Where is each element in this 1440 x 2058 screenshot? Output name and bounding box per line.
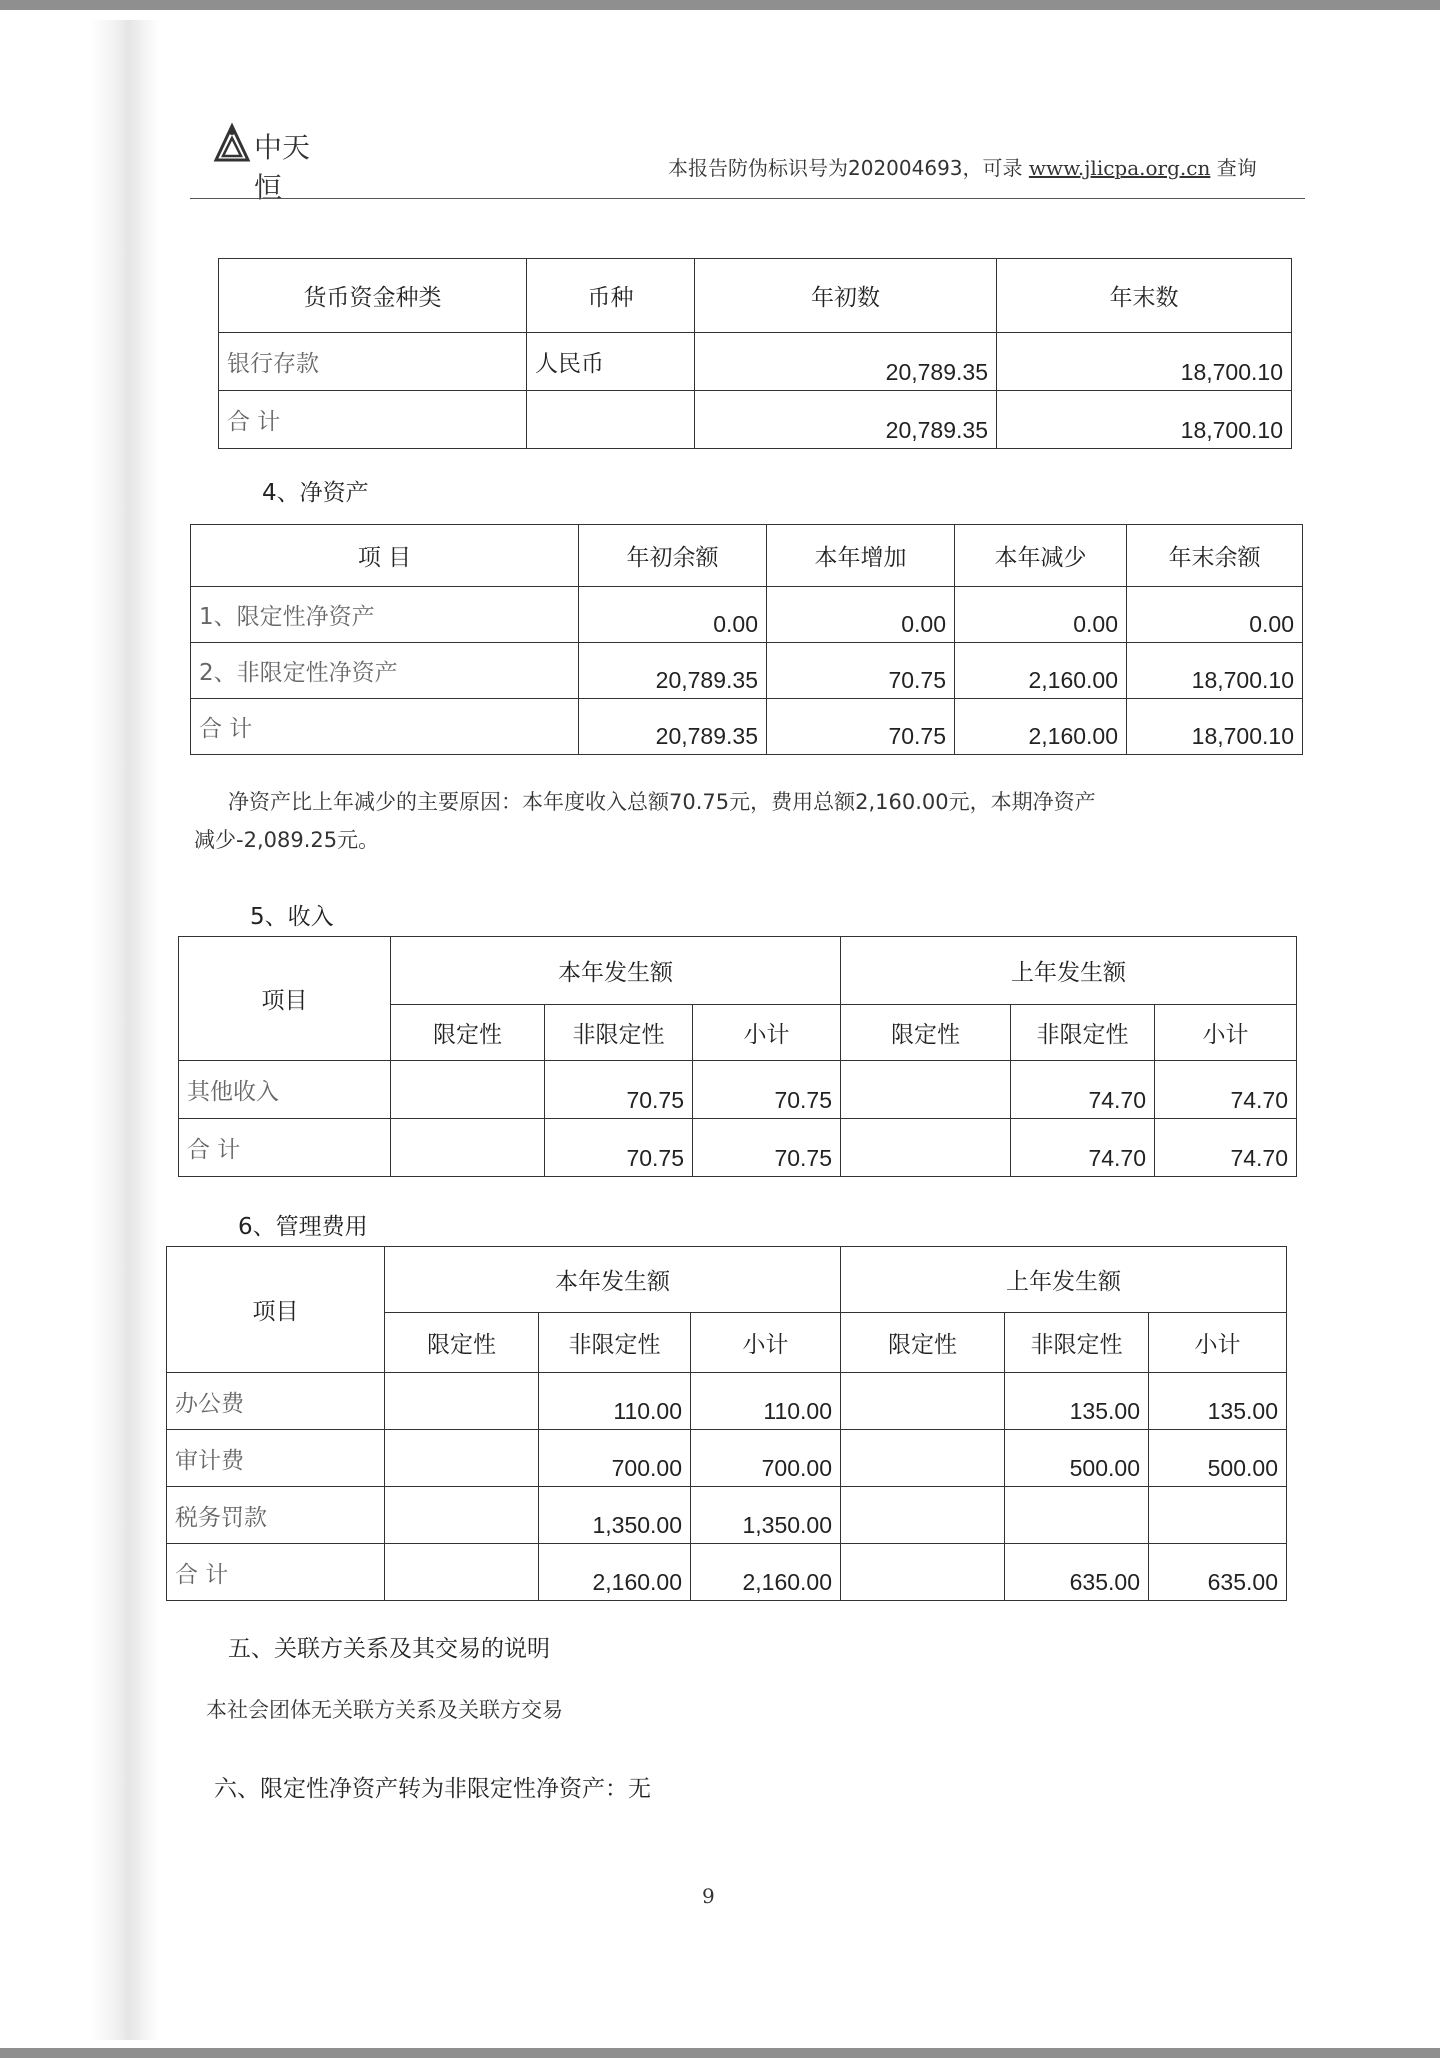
- value-cell: [841, 1119, 1011, 1177]
- value-cell: 135.00: [1149, 1373, 1287, 1430]
- value-cell: 20,789.35: [695, 333, 997, 391]
- header-note-prefix: 本报告防伪标识号为202004693，可录: [668, 156, 1023, 180]
- table-row: [191, 699, 1303, 755]
- table-row: [167, 1544, 1287, 1601]
- header-cell: 年末数: [997, 259, 1292, 333]
- scan-border-top: [0, 0, 1440, 10]
- related-party-body: 本社会团体无关联方关系及关联方交易: [206, 1698, 563, 1722]
- table-header-row: [179, 937, 1297, 1005]
- value-cell: [391, 1119, 545, 1177]
- table-row: [167, 1430, 1287, 1487]
- value-cell: 700.00: [691, 1430, 841, 1487]
- value-cell: 2,160.00: [955, 643, 1127, 699]
- header-cell: 年末余额: [1127, 525, 1303, 587]
- header-cell: 非限定性: [539, 1313, 691, 1373]
- value-cell: 635.00: [1149, 1544, 1287, 1601]
- row-label: 合 计: [167, 1544, 385, 1601]
- value-cell: [385, 1544, 539, 1601]
- value-cell: 0.00: [1127, 587, 1303, 643]
- header-cell: 非限定性: [1005, 1313, 1149, 1373]
- header-cell: 币种: [527, 259, 695, 333]
- header-cell: 小计: [693, 1005, 841, 1061]
- value-cell: 1,350.00: [539, 1487, 691, 1544]
- currency-cell: [527, 391, 695, 449]
- header-note-suffix: 查询: [1216, 156, 1257, 180]
- header-cell: 年初余额: [579, 525, 767, 587]
- header-note-url[interactable]: www.jlicpa.org.cn: [1028, 156, 1211, 180]
- value-cell: 700.00: [539, 1430, 691, 1487]
- table-row: [167, 1487, 1287, 1544]
- row-label: 合 计: [219, 391, 527, 449]
- header-cell: 货币资金种类: [219, 259, 527, 333]
- table-row: [167, 1373, 1287, 1430]
- value-cell: 0.00: [579, 587, 767, 643]
- value-cell: 74.70: [1011, 1061, 1155, 1119]
- row-label: 1、限定性净资产: [191, 587, 579, 643]
- header-cell: 本年增加: [767, 525, 955, 587]
- net-assets-table: [190, 524, 1303, 755]
- value-cell: 500.00: [1149, 1430, 1287, 1487]
- logo-mark-icon: [212, 122, 252, 166]
- value-cell: 2,160.00: [691, 1544, 841, 1601]
- header-cell: 非限定性: [545, 1005, 693, 1061]
- value-cell: 0.00: [955, 587, 1127, 643]
- row-label: 合 计: [179, 1119, 391, 1177]
- header-cell: 小计: [691, 1313, 841, 1373]
- header-group-current: 本年发生额: [385, 1247, 841, 1313]
- row-label: 合 计: [191, 699, 579, 755]
- header-group-prior: 上年发生额: [841, 1247, 1287, 1313]
- value-cell: 1,350.00: [691, 1487, 841, 1544]
- value-cell: 74.70: [1155, 1119, 1297, 1177]
- value-cell: 70.75: [693, 1119, 841, 1177]
- table-row: [219, 333, 1292, 391]
- value-cell: [841, 1061, 1011, 1119]
- value-cell: 74.70: [1011, 1119, 1155, 1177]
- header-note: [668, 152, 1257, 181]
- table-header-row: [167, 1247, 1287, 1313]
- section-title-net-assets: 4、净资产: [262, 480, 369, 506]
- table-header-row: [191, 525, 1303, 587]
- admin-expenses-table: [166, 1246, 1287, 1601]
- value-cell: 500.00: [1005, 1430, 1149, 1487]
- net-assets-note-line-2: 减少-2,089.25元。: [194, 828, 380, 852]
- value-cell: [385, 1430, 539, 1487]
- value-cell: 70.75: [693, 1061, 841, 1119]
- net-assets-note-line-1: 净资产比上年减少的主要原因：本年度收入总额70.75元，费用总额2,160.00元，本期净资产: [228, 790, 1096, 814]
- row-label: 办公费: [167, 1373, 385, 1430]
- value-cell: 135.00: [1005, 1373, 1149, 1430]
- header-cell: 本年减少: [955, 525, 1127, 587]
- header-cell: 限定性: [841, 1005, 1011, 1061]
- header-cell: 项 目: [191, 525, 579, 587]
- currency-cell: 人民币: [527, 333, 695, 391]
- value-cell: 70.75: [545, 1119, 693, 1177]
- header-rule: [190, 198, 1305, 199]
- scan-border-bottom: [0, 2048, 1440, 2058]
- table-row: [191, 587, 1303, 643]
- value-cell: 74.70: [1155, 1061, 1297, 1119]
- value-cell: 2,160.00: [955, 699, 1127, 755]
- value-cell: [841, 1373, 1005, 1430]
- header-group-prior: 上年发生额: [841, 937, 1297, 1005]
- header-cell: 限定性: [391, 1005, 545, 1061]
- logo-text: 中天恒: [254, 131, 311, 204]
- value-cell: 2,160.00: [539, 1544, 691, 1601]
- value-cell: 20,789.35: [579, 699, 767, 755]
- value-cell: 20,789.35: [579, 643, 767, 699]
- value-cell: 20,789.35: [695, 391, 997, 449]
- header-cell: 小计: [1149, 1313, 1287, 1373]
- value-cell: [385, 1373, 539, 1430]
- table-row: [179, 1119, 1297, 1177]
- income-table: [178, 936, 1297, 1177]
- header-group-current: 本年发生额: [391, 937, 841, 1005]
- value-cell: [841, 1487, 1005, 1544]
- value-cell: [391, 1061, 545, 1119]
- section-title-income: 5、收入: [250, 904, 334, 930]
- section-title-restricted-transfer: 六、限定性净资产转为非限定性净资产：无: [214, 1776, 651, 1802]
- section-title-admin-expenses: 6、管理费用: [238, 1214, 368, 1240]
- value-cell: 0.00: [767, 587, 955, 643]
- row-label: 银行存款: [219, 333, 527, 391]
- table-row: [191, 643, 1303, 699]
- row-label: 其他收入: [179, 1061, 391, 1119]
- value-cell: 635.00: [1005, 1544, 1149, 1601]
- value-cell: [1149, 1487, 1287, 1544]
- value-cell: 70.75: [545, 1061, 693, 1119]
- value-cell: 18,700.10: [997, 391, 1292, 449]
- value-cell: 18,700.10: [1127, 699, 1303, 755]
- header-cell: 非限定性: [1011, 1005, 1155, 1061]
- value-cell: 110.00: [691, 1373, 841, 1430]
- value-cell: [385, 1487, 539, 1544]
- header-cell: 限定性: [385, 1313, 539, 1373]
- value-cell: 70.75: [767, 699, 955, 755]
- header-cell: 小计: [1155, 1005, 1297, 1061]
- header-cell: 限定性: [841, 1313, 1005, 1373]
- row-label: 2、非限定性净资产: [191, 643, 579, 699]
- value-cell: 18,700.10: [1127, 643, 1303, 699]
- section-title-related-party: 五、关联方关系及其交易的说明: [228, 1636, 550, 1662]
- company-logo: [212, 122, 322, 204]
- value-cell: 18,700.10: [997, 333, 1292, 391]
- value-cell: [1005, 1487, 1149, 1544]
- value-cell: 70.75: [767, 643, 955, 699]
- table-row: [219, 391, 1292, 449]
- value-cell: [841, 1544, 1005, 1601]
- row-label: 审计费: [167, 1430, 385, 1487]
- table-row: [179, 1061, 1297, 1119]
- value-cell: [841, 1430, 1005, 1487]
- scan-shadow: [90, 20, 160, 2040]
- header-cell-item: 项目: [167, 1247, 385, 1373]
- header-cell: 年初数: [695, 259, 997, 333]
- cash-table: [218, 258, 1292, 449]
- header-cell-item: 项目: [179, 937, 391, 1061]
- page-number: 9: [702, 1884, 715, 1908]
- row-label: 税务罚款: [167, 1487, 385, 1544]
- table-header-row: [219, 259, 1292, 333]
- value-cell: 110.00: [539, 1373, 691, 1430]
